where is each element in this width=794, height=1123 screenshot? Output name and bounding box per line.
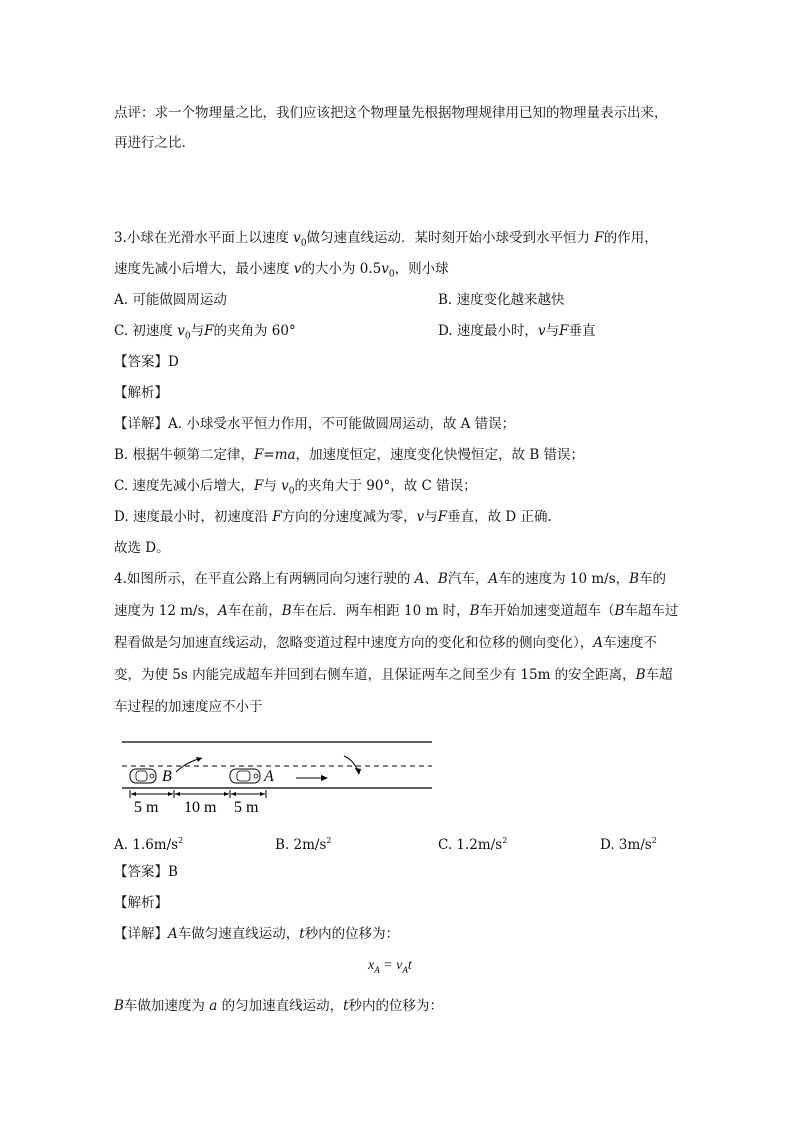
q4-detail-2: B车做加速度为 a 的匀加速直线运动，t秒内的位移为： [114, 998, 444, 1014]
dimension-label-2: 10 m [184, 799, 217, 816]
q3-choose: 故选 D。 [114, 540, 170, 556]
label-b: B [162, 768, 172, 785]
q3-stem-line-1: 3.小球在光滑水平面上以速度 $v_0$做匀速直线运动．某时刻开始小球受到水平恒力 F的作用， [114, 230, 658, 249]
dimension-label-1: 5 m [134, 799, 159, 816]
road-diagram [118, 732, 438, 816]
q3-option-b: B. 速度变化越来越快 [438, 292, 565, 308]
q3-detail-c: C. 速度先减小后增大，F与 $v_0$的夹角大于 90°，故 C 错误； [114, 478, 477, 497]
equation-xa: $x_A = v_At$ [368, 958, 412, 975]
q4-stem-line-1: 4.如图所示，在平直公路上有两辆同向匀速行驶的 A、B汽车，A车的速度为 10 m/s，B车的 [114, 571, 667, 587]
q4-option-d: D. $3m/s^2$ [600, 836, 657, 853]
q3-option-c: C. 初速度 $v_0$与F的夹角为 60° [114, 323, 296, 342]
q4-stem-line-3: 程看做是匀加速直线运动，忽略变道过程中速度方向的变化和位移的侧向变化），A车速度不 [114, 635, 657, 651]
q4-stem-line-5: 车过程的加速度应不小于 [114, 699, 263, 715]
lane-change-arrow-2-head [355, 768, 361, 775]
comment-line-1: 点评：求一个物理量之比，我们应该把这个物理量先根据物理规律用已知的物理量表示出来， [114, 105, 668, 121]
q4-detail-1: 【详解】A车做匀速直线运动，t秒内的位移为： [114, 926, 400, 942]
q4-stem-line-4: 变，为使 5s 内能完成超车并回到右侧车道，且保证两车之间至少有 15m 的安全距离，B车超 [114, 667, 673, 683]
q4-option-a: A. $1.6m/s^2$ [114, 836, 184, 853]
q3-stem-line-2: 速度先减小后增大，最小速度 v的大小为 $0.5v_0$，则小球 [114, 261, 449, 280]
q3-answer: 【答案】D [114, 354, 179, 370]
q3-detail-d: D. 速度最小时，初速度沿 F方向的分速度减为零，v与F垂直，故 D 正确. [114, 509, 552, 525]
q4-answer: 【答案】B [114, 864, 178, 880]
q4-analysis-heading: 【解析】 [114, 895, 168, 911]
q3-detail-b: B. 根据牛顿第二定律，F=ma，加速度恒定，速度变化快慢恒定，故 B 错误； [114, 447, 585, 463]
direction-arrow-head [321, 775, 328, 781]
car-a-icon [230, 769, 260, 783]
label-a: A [264, 768, 274, 785]
q4-stem-line-2: 速度为 12 m/s，A车在前，B车在后．两车相距 10 m 时，B车开始加速变道超车（B车超车过 [114, 603, 679, 619]
q3-option-d: D. 速度最小时，v与F垂直 [438, 323, 596, 339]
q3-option-a: A. 可能做圆周运动 [114, 292, 227, 308]
q4-option-b: B. $2m/s^2$ [275, 836, 332, 853]
q4-option-c: C. $1.2m/s^2$ [438, 836, 508, 853]
car-b-icon [130, 769, 156, 783]
q3-detail-a: 【详解】A. 小球受水平恒力作用，不可能做圆周运动，故 A 错误； [114, 416, 516, 432]
dimension-label-3: 5 m [234, 799, 259, 816]
lane-change-arrow-2 [344, 756, 358, 772]
comment-line-2: 再进行之比. [114, 135, 186, 151]
q3-analysis-heading: 【解析】 [114, 385, 168, 401]
